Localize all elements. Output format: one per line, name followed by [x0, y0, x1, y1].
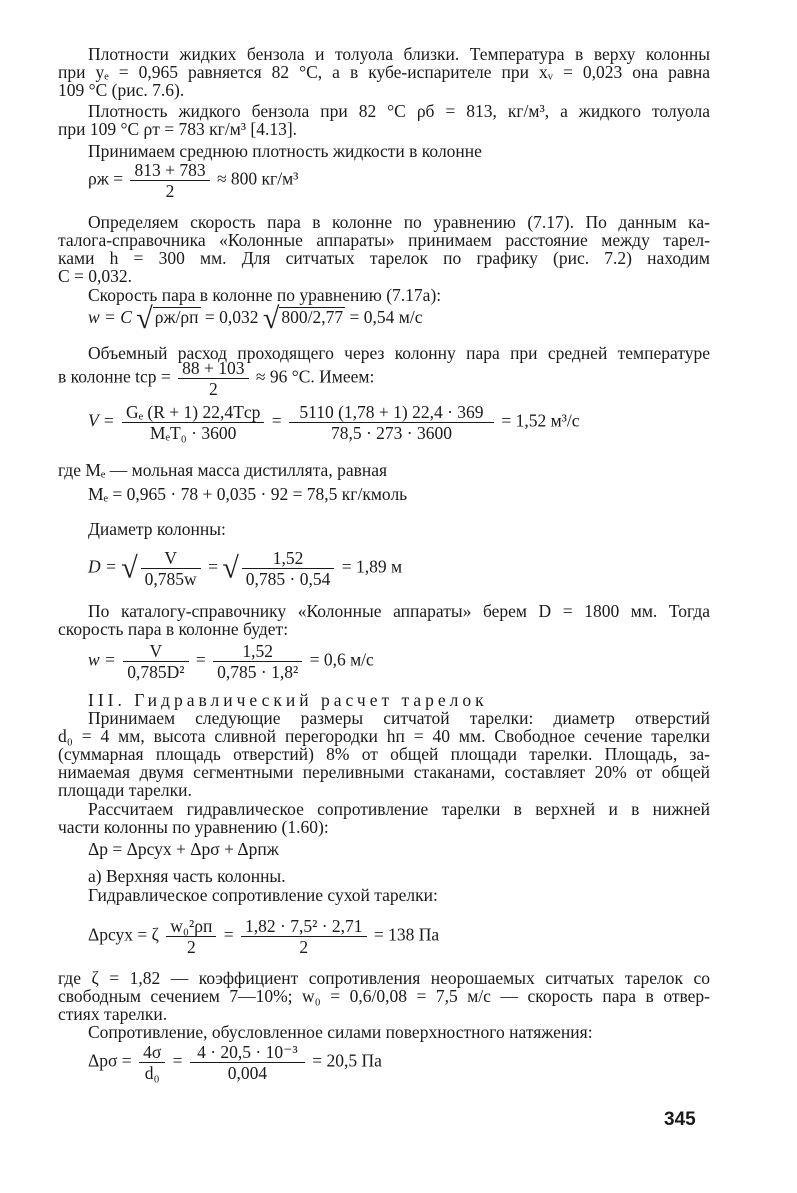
sqrt-sign: √ [262, 302, 280, 335]
equation-lhs: Δpσ = [88, 1050, 132, 1071]
text: в колонне tср = [58, 366, 171, 387]
fraction-denominator: 0,004 [227, 1063, 268, 1083]
fraction-numerator: 4σ [139, 1042, 165, 1063]
paragraph-line: а) Верхняя часть колонны. [88, 866, 286, 886]
page-number: 345 [664, 1109, 696, 1130]
equals: = [172, 1050, 183, 1071]
equation-result: = 1,52 м³/с [501, 410, 580, 431]
equation-diameter [88, 548, 402, 589]
section-heading: III. Гидравлический расчет тарелок [88, 690, 488, 710]
equation-surface-tension [88, 1042, 382, 1083]
equation-lhs: D = [88, 556, 117, 577]
paragraph-line: при 109 °С ρᴛ = 783 кг/м³ [4.13]. [58, 119, 298, 139]
equation-avg-density [88, 160, 298, 201]
sqrt-radicand: 800/2,77 [281, 307, 344, 328]
fraction-numerator: w₀²ρп [166, 916, 216, 937]
paragraph-line: Скорость пара в колонне по уравнению (7.17а): [88, 285, 442, 305]
paragraph-line: стиях тарелки. [58, 1004, 168, 1024]
paragraph-line: Принимаем среднюю плотность жидкости в колонне [88, 141, 482, 161]
equation-result: = 138 Па [373, 924, 440, 945]
fraction-denominator: d₀ [144, 1063, 160, 1083]
equation-result: = 20,5 Па [312, 1050, 382, 1071]
fraction [122, 402, 264, 443]
fraction-denominator: 2 [186, 937, 196, 957]
equation-volume-flow [88, 402, 580, 443]
equals: = [223, 924, 234, 945]
equation-lhs: ρж = [88, 168, 124, 189]
paragraph-line: По каталогу-справочнику «Колонные аппараты» берем D = 1800 мм. Тогда [88, 601, 710, 621]
fraction [123, 641, 188, 682]
fraction-numerator: 4 · 20,5 · 10⁻³ [190, 1042, 305, 1063]
sqrt-radicand: ρж/ρп [154, 307, 199, 328]
fraction-numerator: 813 + 783 [130, 160, 209, 181]
fraction [242, 548, 335, 589]
paragraph-line: Определяем скорость пара в колонне по уравнению (7.17). По данным ка- [88, 212, 710, 232]
fraction-numerator: 1,82 · 7,5² · 2,71 [241, 916, 367, 937]
paragraph-line-with-fraction [58, 358, 374, 399]
paragraph-line: нимаемая двумя сегментными переливными стаканами, составляет 20% от общей [58, 762, 710, 782]
paragraph-line: площади тарелки. [58, 780, 192, 800]
fraction [141, 548, 201, 589]
paragraph-line: где Mₑ — мольная масса дистиллята, равная [58, 460, 388, 480]
fraction [213, 641, 302, 682]
equation-lhs: w = [88, 649, 116, 670]
paragraph-line: Рассчитаем гидравлическое сопротивление тарелки в верхней и в нижней [88, 799, 710, 819]
equation-vapor-speed [88, 304, 422, 334]
fraction-denominator: 2 [299, 937, 309, 957]
equation-rhs: ≈ 800 кг/м³ [216, 168, 299, 189]
equation-actual-speed [88, 641, 374, 682]
paragraph-line: части колонны по уравнению (1.60): [58, 817, 329, 837]
paragraph-line: талога-справочника «Колонные аппараты» принимаем расстояние между тарел- [58, 230, 710, 250]
paragraph-line: d₀ = 4 мм, высота сливной перегородки hп = 40 мм. Свободное сечение тарелки [58, 726, 710, 746]
sqrt-sign: √ [121, 551, 138, 585]
fraction-numerator: V [141, 548, 201, 569]
paragraph-line: ками h = 300 мм. Для ситчатых тарелок по графику (рис. 7.2) находим [58, 248, 710, 268]
fraction-numerator: V [123, 641, 188, 662]
paragraph-line: Плотности жидких бензола и толуола близки. Температура в верху колонны [88, 44, 710, 64]
fraction [289, 402, 494, 443]
equals: = [195, 649, 206, 670]
paragraph-line: при yₑ = 0,965 равняется 82 °С, а в кубе-испарителе при xᵥ = 0,023 она равна [58, 62, 710, 82]
fraction [166, 916, 216, 957]
paragraph-line: (суммарная площадь отверстий) 8% от общей площади тарелки. Площадь, за- [58, 744, 710, 764]
paragraph-line: 109 °С (рис. 7.6). [58, 80, 185, 100]
equation-lhs: Δpсух = ζ [88, 924, 159, 945]
fraction [178, 358, 248, 399]
equation-lhs: w = C [88, 307, 132, 328]
fraction-numerator: 1,52 [213, 641, 302, 662]
fraction-denominator: 78,5 · 273 · 3600 [330, 423, 452, 443]
paragraph-line: Гидравлическое сопротивление сухой тарелки: [88, 885, 438, 905]
equation-pressure-drop: Δp = Δpсух + Δpσ + Δpпж [88, 839, 279, 859]
paragraph-line: скорость пара в колонне будет: [58, 619, 289, 639]
sqrt-sign: √ [222, 551, 239, 585]
equation-result: = 0,6 м/с [309, 649, 374, 670]
equation-result: = 0,54 м/с [349, 307, 423, 328]
fraction-denominator: 2 [208, 379, 218, 399]
fraction-denominator: 0,785w [144, 569, 197, 589]
equation-mid: = 0,032 [204, 307, 259, 328]
equation-lhs: V = [88, 410, 115, 431]
fraction-numerator: 5110 (1,78 + 1) 22,4 · 369 [289, 402, 494, 423]
paragraph-line: Диаметр колонны: [88, 519, 226, 539]
fraction-denominator: 0,785D² [127, 662, 185, 682]
sqrt-sign: √ [136, 302, 153, 335]
fraction-numerator: Gₑ (R + 1) 22,4Tср [122, 402, 264, 423]
fraction-denominator: 2 [165, 181, 175, 201]
paragraph-line: Принимаем следующие размеры ситчатой тарелки: диаметр отверстий [88, 708, 710, 728]
fraction [130, 160, 209, 201]
paragraph-line: Плотность жидкого бензола при 82 °С ρб = 813, кг/м³, а жидкого толуола [88, 101, 710, 121]
text: ≈ 96 °С. Имеем: [255, 366, 375, 387]
paragraph-line: где ζ = 1,82 — коэффициент сопротивления неорошаемых ситчатых тарелок со [58, 968, 710, 988]
equation-dry-plate [88, 916, 439, 957]
equals: = [271, 410, 282, 431]
fraction-numerator: 88 + 103 [178, 358, 248, 379]
equals: = [208, 556, 218, 577]
paragraph-line: Объемный расход проходящего через колонну пара при средней температуре [88, 343, 710, 363]
fraction-numerator: 1,52 [242, 548, 335, 569]
equation-result: = 1,89 м [341, 556, 403, 577]
fraction [241, 916, 367, 957]
paragraph-line: свободным сечением 7—10%; w₀ = 0,6/0,08 = 7,5 м/с — скорость пара в отвер- [58, 986, 710, 1006]
equation-molar-mass: Mₑ = 0,965 · 78 + 0,035 · 92 = 78,5 кг/кмоль [88, 484, 408, 504]
fraction-denominator: MₑT₀ · 3600 [149, 423, 237, 443]
fraction-denominator: 0,785 · 1,8² [217, 662, 299, 682]
fraction-denominator: 0,785 · 0,54 [245, 569, 331, 589]
fraction [190, 1042, 305, 1083]
paragraph-line: C = 0,032. [58, 266, 133, 286]
paragraph-line: Сопротивление, обусловленное силами поверхностного натяжения: [88, 1022, 593, 1042]
fraction [139, 1042, 165, 1083]
